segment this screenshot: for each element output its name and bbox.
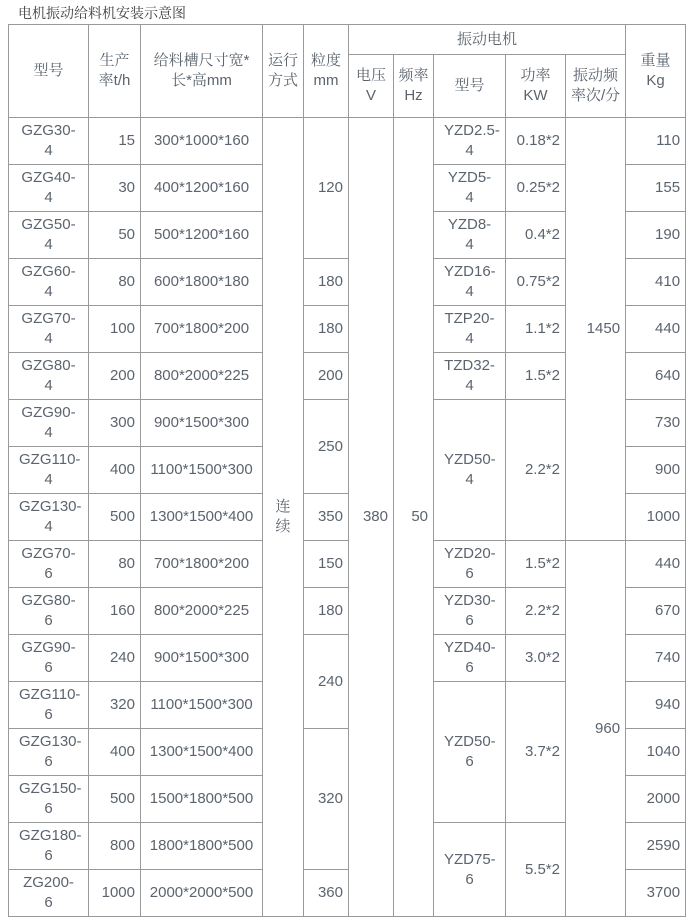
table-row (9, 118, 686, 165)
cell-trough: 900*1500*300 (141, 635, 263, 682)
cell-weight: 640 (626, 353, 686, 400)
cell-rate: 300 (89, 400, 141, 447)
cell-weight: 940 (626, 682, 686, 729)
cell-granule: 240 (304, 635, 349, 729)
cell-rate: 500 (89, 776, 141, 823)
cell-motor-model: YZD50-6 (434, 682, 506, 823)
cell-motor-model: YZD8-4 (434, 212, 506, 259)
cell-granule: 180 (304, 588, 349, 635)
cell-weight: 3700 (626, 870, 686, 917)
cell-motor-model: YZD2.5-4 (434, 118, 506, 165)
cell-trough: 400*1200*160 (141, 165, 263, 212)
cell-weight: 440 (626, 306, 686, 353)
cell-model: GZG110-6 (9, 682, 89, 729)
page-title: 电机振动给料机安装示意图 (18, 5, 186, 21)
cell-granule: 120 (304, 118, 349, 259)
cell-rate: 1000 (89, 870, 141, 917)
cell-vib-freq: 960 (566, 541, 626, 917)
cell-model: GZG150-6 (9, 776, 89, 823)
cell-weight: 1040 (626, 729, 686, 776)
cell-granule: 360 (304, 870, 349, 917)
cell-voltage: 380 (349, 118, 394, 917)
cell-model: GZG50-4 (9, 212, 89, 259)
cell-trough: 800*2000*225 (141, 353, 263, 400)
cell-rate: 80 (89, 541, 141, 588)
cell-granule: 180 (304, 306, 349, 353)
cell-model: GZG70-6 (9, 541, 89, 588)
cell-weight: 190 (626, 212, 686, 259)
cell-model: GZG180-6 (9, 823, 89, 870)
cell-motor-model: TZD32-4 (434, 353, 506, 400)
cell-trough: 700*1800*200 (141, 306, 263, 353)
cell-model: GZG90-4 (9, 400, 89, 447)
cell-weight: 670 (626, 588, 686, 635)
cell-weight: 2000 (626, 776, 686, 823)
cell-motor-model: TZP20-4 (434, 306, 506, 353)
cell-model: GZG80-6 (9, 588, 89, 635)
header-model: 型号 (9, 25, 89, 118)
cell-power: 1.5*2 (506, 353, 566, 400)
cell-rate: 400 (89, 447, 141, 494)
header-motor-model: 型号 (434, 55, 506, 118)
cell-rate: 800 (89, 823, 141, 870)
cell-trough: 900*1500*300 (141, 400, 263, 447)
header-vib-freq: 振动频率次/分 (566, 55, 626, 118)
cell-weight: 900 (626, 447, 686, 494)
header-motor-group: 振动电机 (349, 25, 626, 55)
cell-model: GZG80-4 (9, 353, 89, 400)
cell-trough: 700*1800*200 (141, 541, 263, 588)
cell-rate: 30 (89, 165, 141, 212)
cell-weight: 155 (626, 165, 686, 212)
cell-power: 1.1*2 (506, 306, 566, 353)
cell-power: 3.7*2 (506, 682, 566, 823)
cell-weight: 110 (626, 118, 686, 165)
cell-trough: 1500*1800*500 (141, 776, 263, 823)
cell-trough: 1800*1800*500 (141, 823, 263, 870)
cell-vib-freq: 1450 (566, 118, 626, 541)
cell-model: GZG70-4 (9, 306, 89, 353)
cell-trough: 1100*1500*300 (141, 682, 263, 729)
cell-power: 0.25*2 (506, 165, 566, 212)
cell-power: 3.0*2 (506, 635, 566, 682)
cell-power: 0.75*2 (506, 259, 566, 306)
header-rate: 生产率t/h (89, 25, 141, 118)
cell-motor-model: YZD50-4 (434, 400, 506, 541)
cell-motor-model: YZD20-6 (434, 541, 506, 588)
cell-trough: 600*1800*180 (141, 259, 263, 306)
cell-rate: 100 (89, 306, 141, 353)
cell-model: GZG40-4 (9, 165, 89, 212)
cell-weight: 740 (626, 635, 686, 682)
cell-weight: 1000 (626, 494, 686, 541)
cell-rate: 50 (89, 212, 141, 259)
cell-model: ZG200-6 (9, 870, 89, 917)
cell-model: GZG130-6 (9, 729, 89, 776)
cell-weight: 410 (626, 259, 686, 306)
cell-granule: 200 (304, 353, 349, 400)
cell-weight: 730 (626, 400, 686, 447)
cell-trough: 2000*2000*500 (141, 870, 263, 917)
header-run-mode: 运行方式 (263, 25, 304, 118)
cell-motor-model: YZD30-6 (434, 588, 506, 635)
table-header (9, 25, 686, 118)
cell-model: GZG60-4 (9, 259, 89, 306)
cell-weight: 2590 (626, 823, 686, 870)
cell-power: 5.5*2 (506, 823, 566, 917)
cell-model: GZG30-4 (9, 118, 89, 165)
cell-granule: 250 (304, 400, 349, 494)
cell-rate: 15 (89, 118, 141, 165)
header-granule: 粒度mm (304, 25, 349, 118)
cell-rate: 160 (89, 588, 141, 635)
cell-rate: 240 (89, 635, 141, 682)
cell-power: 2.2*2 (506, 400, 566, 541)
table-row (9, 541, 686, 588)
cell-motor-model: YZD16-4 (434, 259, 506, 306)
header-voltage: 电压V (349, 55, 394, 118)
cell-power: 1.5*2 (506, 541, 566, 588)
cell-power: 2.2*2 (506, 588, 566, 635)
cell-rate: 80 (89, 259, 141, 306)
cell-trough: 1300*1500*400 (141, 494, 263, 541)
header-weight: 重量Kg (626, 25, 686, 118)
cell-granule: 320 (304, 729, 349, 870)
table-body (9, 118, 686, 917)
cell-trough: 500*1200*160 (141, 212, 263, 259)
cell-model: GZG130-4 (9, 494, 89, 541)
cell-trough: 800*2000*225 (141, 588, 263, 635)
cell-rate: 320 (89, 682, 141, 729)
cell-model: GZG110-4 (9, 447, 89, 494)
feeder-spec-table (8, 24, 686, 917)
cell-rate: 200 (89, 353, 141, 400)
cell-rate: 400 (89, 729, 141, 776)
cell-trough: 300*1000*160 (141, 118, 263, 165)
cell-motor-model: YZD40-6 (434, 635, 506, 682)
cell-trough: 1100*1500*300 (141, 447, 263, 494)
cell-granule: 150 (304, 541, 349, 588)
cell-motor-model: YZD75-6 (434, 823, 506, 917)
cell-frequency: 50 (394, 118, 434, 917)
cell-granule: 350 (304, 494, 349, 541)
cell-rate: 500 (89, 494, 141, 541)
cell-trough: 1300*1500*400 (141, 729, 263, 776)
cell-granule: 180 (304, 259, 349, 306)
header-trough: 给料槽尺寸宽*长*高mm (141, 25, 263, 118)
cell-model: GZG90-6 (9, 635, 89, 682)
header-power: 功率KW (506, 55, 566, 118)
header-frequency: 频率Hz (394, 55, 434, 118)
cell-weight: 440 (626, 541, 686, 588)
cell-power: 0.18*2 (506, 118, 566, 165)
group-header-row (9, 25, 686, 55)
cell-run-mode: 连续 (263, 118, 304, 917)
cell-power: 0.4*2 (506, 212, 566, 259)
cell-motor-model: YZD5-4 (434, 165, 506, 212)
